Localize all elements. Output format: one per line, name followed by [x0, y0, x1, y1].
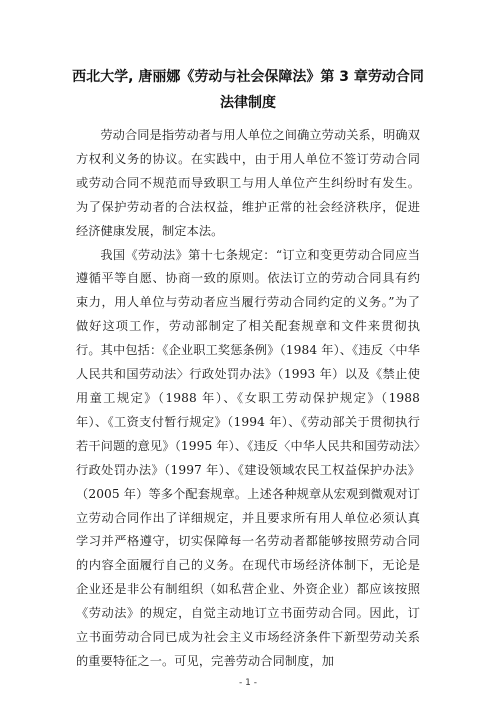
body-paragraph: 劳动合同是指劳动者与用人单位之间确立劳动关系，明确双方权利义务的协议。在实践中，由于用人单位不签订劳动合同或劳动合同不规范而导致职工与用人单位产生纠纷时有发生。为了保护劳动者的合法权益，维护正常的社会经济秩序，促进经济健康发展，制定本法。: [76, 128, 420, 238]
document-body: [76, 124, 420, 674]
body-paragraph: 我国《劳动法》第十七条规定：“订立和变更劳动合同应当遵循平等自愿、协商一致的原则。依法订立的劳动合同具有约束力，用人单位与劳动者应当履行劳动合同约定的义务。”为了做好这项工作，劳动部制定了相关配套规章和文件来贯彻执行。其中包括：《企业职工奖惩条例》（1984 年）、《违反〈中华人民共和国劳动法〉行政处罚办法》（1993 年）以及《禁止使用童工规定》（1988 年）、《女职工劳动保护规定》（1988 年）、《工资支付暂行规定》（1994 年）、《劳动部关于贯彻执行若干问题的意见》（1995 年）、《违反〈中华人民共和国劳动法〉行政处罚办法》（1997 年）、《建设领域农民工权益保护办法》（2005 年）等多个配套规章。上述各种规章从宏观到微观对订立劳动合同作出了详细规定，并且要求所有用人单位必须认真学习并严格遵守，切实保障每一名劳动者都能够按照劳动合同的内容全面履行自己的义务。在现代市场经济体制下，无论是企业还是非公有制组织（如私营企业、外资企业）都应该按照《劳动法》的规定，自觉主动地订立书面劳动合同。因此，订立书面劳动合同已成为社会主义市场经济条件下新型劳动关系的重要特征之一。可见，完善劳动合同制度，加: [76, 247, 420, 668]
document-title: 西北大学, 唐丽娜《劳动与社会保障法》第 3 章劳动合同法律制度: [72, 69, 424, 111]
page-number: - 1 -: [239, 678, 257, 688]
